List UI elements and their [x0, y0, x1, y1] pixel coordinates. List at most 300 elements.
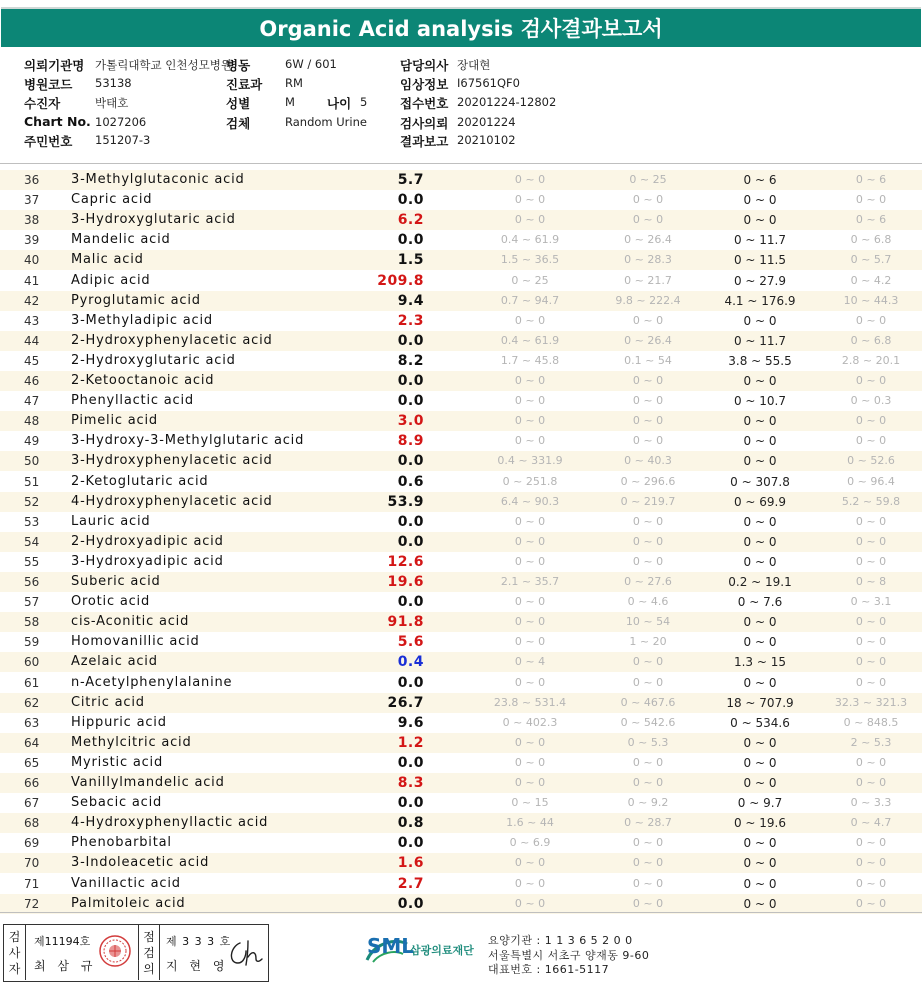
inspector-license: 제11194호	[34, 935, 91, 948]
row-number: 38	[24, 213, 40, 228]
result-value: 53.9	[387, 493, 424, 510]
info-label: 의뢰기관명	[24, 58, 85, 73]
row-number: 72	[24, 896, 40, 911]
reference-range-3: 4.1 ~ 176.9	[724, 293, 796, 308]
org-address: 서울특별시 서초구 양재동 9-60	[488, 949, 650, 962]
info-label: 성별	[226, 96, 251, 111]
analyte-name: 3-Methyladipic acid	[71, 312, 213, 328]
reference-range-1: 0 ~ 0	[514, 735, 546, 749]
table-row	[0, 813, 922, 833]
inspector-label	[4, 925, 26, 980]
analyte-name: 2-Hydroxyadipic acid	[71, 533, 224, 549]
vertical-label-char: 검	[143, 946, 155, 960]
result-value: 3.0	[397, 413, 424, 430]
row-number: 55	[24, 554, 40, 569]
table-row	[0, 532, 922, 552]
table-row	[0, 170, 922, 190]
reference-range-3: 0 ~ 0	[743, 514, 777, 529]
reference-range-3: 0 ~ 0	[743, 896, 777, 911]
row-number: 46	[24, 374, 40, 388]
reference-range-2: 0 ~ 0	[632, 655, 664, 669]
info-value: 장대현	[457, 58, 491, 72]
table-row	[0, 250, 922, 270]
row-number: 62	[24, 695, 40, 710]
row-number: 47	[24, 394, 40, 409]
reference-range-3: 0 ~ 0	[743, 534, 777, 549]
result-value: 0.0	[397, 373, 424, 389]
analyte-name: 4-Hydroxyphenyllactic acid	[71, 815, 269, 831]
reference-range-4: 0 ~ 0	[855, 856, 887, 870]
analyte-name: Sebacic acid	[71, 795, 163, 811]
analyte-name: Pimelic acid	[71, 413, 158, 429]
reference-range-3: 0 ~ 11.7	[733, 233, 787, 248]
info-value: 20201224	[457, 115, 516, 129]
reference-range-1: 0.4 ~ 61.9	[500, 333, 560, 347]
row-number: 64	[24, 735, 40, 750]
table-row	[0, 753, 922, 773]
reference-range-4: 2 ~ 5.3	[850, 735, 892, 749]
vertical-label-char: 검	[8, 930, 21, 944]
reference-range-4: 0 ~ 6	[855, 213, 887, 227]
row-number: 61	[24, 675, 40, 690]
result-value: 9.4	[397, 292, 424, 309]
reference-range-3: 0 ~ 0	[743, 675, 777, 690]
row-number: 44	[24, 333, 40, 348]
reference-range-2: 0 ~ 21.7	[624, 273, 672, 287]
result-value: 0.0	[397, 192, 424, 209]
age-label: 나이	[327, 96, 352, 111]
reference-range-4: 0 ~ 96.4	[847, 474, 895, 488]
reference-range-4: 10 ~ 44.3	[843, 293, 899, 307]
result-value: 19.6	[387, 574, 424, 590]
reference-range-4: 0 ~ 3.1	[850, 595, 892, 609]
analyte-name: 3-Hydroxyglutaric acid	[71, 212, 236, 228]
result-value: 0.0	[397, 393, 424, 410]
reference-range-3: 0 ~ 10.7	[733, 394, 787, 409]
reference-range-3: 0 ~ 0	[743, 313, 777, 328]
table-row	[0, 472, 922, 492]
table-row	[0, 291, 922, 311]
row-number: 53	[24, 514, 40, 529]
reference-range-2: 0 ~ 0	[632, 856, 664, 870]
reference-range-2: 0 ~ 26.4	[624, 233, 672, 247]
inspector-seal-icon	[98, 934, 132, 968]
reference-range-1: 0 ~ 0	[514, 776, 546, 789]
analyte-name: 2-Ketoglutaric acid	[71, 473, 209, 489]
reference-range-2: 0 ~ 28.7	[624, 816, 672, 830]
analyte-name: Vanillactic acid	[71, 875, 181, 891]
result-value: 5.7	[397, 172, 424, 188]
reference-range-1: 0 ~ 0	[514, 374, 546, 387]
row-number: 52	[24, 494, 40, 509]
reference-range-4: 0 ~ 0	[855, 755, 887, 769]
signature-box	[3, 924, 269, 982]
info-label: 진료과	[226, 77, 263, 92]
reference-range-4: 0 ~ 0	[855, 434, 887, 448]
info-label: 검체	[226, 116, 251, 131]
table-row	[0, 894, 922, 914]
reference-range-1: 0 ~ 0	[514, 313, 546, 327]
analyte-name: 3-Hydroxyphenylacetic acid	[71, 453, 273, 469]
reference-range-1: 0 ~ 0	[514, 193, 546, 207]
info-label: 임상정보	[400, 77, 449, 92]
row-number: 58	[24, 615, 40, 630]
age-value: 5	[360, 95, 368, 109]
reference-range-2: 0 ~ 40.3	[624, 454, 672, 468]
info-value: 가톨릭대학교 인천성모병원	[95, 58, 232, 72]
reference-range-3: 0 ~ 307.8	[730, 474, 790, 489]
table-row	[0, 833, 922, 853]
row-number: 66	[24, 776, 40, 790]
analyte-name: 3-Indoleacetic acid	[71, 855, 210, 871]
row-number: 71	[24, 876, 40, 891]
report-title: Organic Acid analysis 검사결과보고서	[1, 7, 921, 47]
reference-range-1: 0 ~ 0	[514, 554, 546, 568]
reference-range-4: 0 ~ 0	[855, 836, 887, 850]
reference-range-4: 0 ~ 0	[855, 876, 887, 890]
result-value: 0.0	[397, 895, 424, 912]
table-row	[0, 632, 922, 652]
info-value: 151207-3	[95, 133, 151, 147]
vertical-label-char: 점	[143, 930, 155, 944]
row-number: 59	[24, 635, 40, 650]
reference-range-3: 3.8 ~ 55.5	[728, 353, 792, 368]
table-row	[0, 492, 922, 512]
reference-range-2: 0 ~ 0	[632, 534, 664, 548]
result-value: 0.4	[397, 654, 424, 671]
reference-range-2: 1 ~ 20	[629, 635, 667, 649]
info-value: 1027206	[95, 115, 147, 129]
reference-range-4: 0 ~ 0	[855, 635, 887, 649]
row-number: 54	[24, 534, 40, 549]
info-label: 수진자	[24, 96, 61, 111]
result-value: 0.0	[397, 332, 424, 349]
reference-range-4: 0 ~ 6.8	[850, 333, 892, 347]
result-value: 2.3	[397, 312, 424, 329]
reference-range-4: 0 ~ 8	[855, 575, 887, 588]
result-value: 12.6	[387, 553, 424, 570]
reference-range-1: 0 ~ 0	[514, 213, 546, 227]
result-value: 0.0	[397, 674, 424, 691]
reference-range-3: 0 ~ 69.9	[733, 494, 787, 509]
analyte-name: Vanillylmandelic acid	[71, 775, 225, 790]
reference-range-2: 0 ~ 0	[632, 876, 664, 890]
sml-logo-text: SML	[367, 934, 415, 958]
info-value: RM	[285, 76, 303, 90]
analyte-name: Pyroglutamic acid	[71, 292, 201, 308]
reference-range-3: 0 ~ 0	[743, 755, 777, 770]
reference-range-1: 0 ~ 251.8	[502, 474, 558, 488]
reference-range-3: 0 ~ 0	[743, 434, 777, 449]
reference-range-2: 0 ~ 0	[632, 434, 664, 448]
analyte-name: Malic acid	[71, 252, 144, 268]
reference-range-4: 0 ~ 5.7	[850, 253, 892, 267]
org-name: 삼광의료재단	[410, 944, 474, 957]
row-number: 42	[24, 293, 40, 308]
table-row	[0, 673, 922, 693]
table-row	[0, 351, 922, 371]
reference-range-2: 0 ~ 0	[632, 836, 664, 850]
reference-range-1: 0 ~ 0	[514, 675, 546, 689]
table-row	[0, 693, 922, 713]
reference-range-1: 2.1 ~ 35.7	[500, 575, 560, 588]
reference-range-1: 0 ~ 0	[514, 615, 546, 629]
reference-range-2: 0 ~ 0	[632, 675, 664, 689]
reference-range-3: 0 ~ 0	[743, 776, 777, 790]
reference-range-3: 0.2 ~ 19.1	[728, 575, 792, 589]
reference-range-1: 0 ~ 402.3	[502, 715, 558, 729]
reference-range-1: 0.4 ~ 61.9	[500, 233, 560, 247]
reference-range-3: 0 ~ 11.7	[733, 333, 787, 348]
result-value: 8.3	[397, 775, 424, 791]
reference-range-1: 0.7 ~ 94.7	[500, 293, 560, 307]
analyte-name: Methylcitric acid	[71, 734, 192, 750]
reference-range-2: 0 ~ 0	[632, 896, 664, 910]
reference-range-2: 0 ~ 0	[632, 394, 664, 408]
reference-range-1: 0 ~ 0	[514, 896, 546, 910]
analyte-name: Suberic acid	[71, 574, 161, 589]
reference-range-3: 0 ~ 0	[743, 374, 777, 388]
row-number: 48	[24, 414, 40, 429]
row-number: 51	[24, 474, 40, 489]
row-number: 45	[24, 353, 40, 368]
reference-range-4: 0 ~ 0	[855, 615, 887, 629]
reference-range-2: 0 ~ 27.6	[624, 575, 672, 588]
reference-range-2: 0 ~ 0	[632, 414, 664, 428]
table-row	[0, 411, 922, 431]
header-divider	[0, 163, 922, 164]
analyte-name: Mandelic acid	[71, 232, 171, 248]
info-value: I67561QF0	[457, 76, 520, 90]
table-row	[0, 230, 922, 250]
reference-range-1: 1.6 ~ 44	[506, 816, 554, 830]
analyte-name: 2-Hydroxyphenylacetic acid	[71, 332, 273, 348]
table-row	[0, 451, 922, 471]
org-phone: 대표번호 : 1661-5117	[488, 963, 610, 976]
reference-range-4: 0 ~ 52.6	[847, 454, 895, 468]
reference-range-4: 0 ~ 0	[855, 374, 887, 387]
analyte-name: Palmitoleic acid	[71, 895, 186, 911]
result-value: 1.6	[397, 855, 424, 872]
result-value: 1.5	[397, 252, 424, 269]
reference-range-2: 0 ~ 0	[632, 554, 664, 568]
reference-range-1: 0 ~ 0	[514, 876, 546, 890]
info-label: 접수번호	[400, 96, 449, 111]
row-number: 67	[24, 796, 40, 811]
result-value: 0.0	[397, 232, 424, 249]
reference-range-3: 0 ~ 9.7	[737, 796, 783, 811]
info-label: 병원코드	[24, 77, 73, 92]
analyte-name: Homovanillic acid	[71, 634, 200, 650]
reference-range-1: 0 ~ 0	[514, 173, 546, 186]
reference-range-4: 0 ~ 0.3	[850, 394, 892, 408]
result-value: 209.8	[377, 272, 424, 289]
reference-range-1: 0.4 ~ 331.9	[497, 454, 563, 468]
reference-range-4: 0 ~ 6	[855, 173, 887, 186]
analyte-name: 2-Ketooctanoic acid	[71, 373, 215, 388]
reference-range-2: 0 ~ 0	[632, 374, 664, 387]
table-row	[0, 874, 922, 894]
reference-range-3: 0 ~ 0	[743, 615, 777, 630]
analyte-name: 3-Hydroxyadipic acid	[71, 553, 224, 569]
reference-range-2: 10 ~ 54	[625, 615, 671, 629]
info-value: 20201224-12802	[457, 95, 557, 109]
info-value: M	[285, 95, 295, 109]
analyte-name: 3-Hydroxy-3-Methylglutaric acid	[71, 433, 305, 449]
table-row	[0, 652, 922, 672]
reference-range-1: 0 ~ 0	[514, 534, 546, 548]
reference-range-1: 0 ~ 0	[514, 595, 546, 609]
reference-range-4: 0 ~ 0	[855, 193, 887, 207]
reference-range-3: 18 ~ 707.9	[726, 695, 794, 710]
row-number: 63	[24, 715, 40, 730]
analyte-name: Adipic acid	[71, 272, 151, 288]
vertical-label-char: 의	[143, 962, 155, 976]
reference-range-2: 0 ~ 0	[632, 193, 664, 207]
reference-range-3: 0 ~ 19.6	[733, 816, 787, 831]
analyte-name: Lauric acid	[71, 513, 151, 529]
reference-range-2: 0 ~ 25	[629, 173, 667, 186]
info-value: 6W / 601	[285, 57, 337, 71]
result-value: 9.6	[397, 714, 424, 731]
reference-range-4: 0 ~ 4.2	[850, 273, 892, 287]
reference-range-4: 0 ~ 0	[855, 313, 887, 327]
reference-range-3: 0 ~ 0	[743, 735, 777, 750]
analyte-name: n-Acetylphenylalanine	[71, 674, 233, 690]
table-row	[0, 612, 922, 632]
reference-range-2: 0 ~ 0	[632, 776, 664, 789]
reviewer-license: 제 3 3 3 호	[166, 935, 232, 948]
reference-range-1: 1.7 ~ 45.8	[500, 353, 560, 367]
row-number: 36	[24, 173, 40, 187]
reference-range-2: 0 ~ 542.6	[620, 715, 676, 729]
reference-range-2: 0 ~ 296.6	[620, 474, 676, 488]
info-label: 병동	[226, 58, 251, 73]
row-number: 70	[24, 856, 40, 871]
analyte-name: Phenyllactic acid	[71, 393, 194, 409]
reference-range-3: 0 ~ 0	[743, 635, 777, 650]
table-row	[0, 853, 922, 873]
reference-range-1: 0 ~ 0	[514, 514, 546, 528]
analyte-name: Phenobarbital	[71, 835, 172, 851]
reference-range-2: 0 ~ 0	[632, 514, 664, 528]
result-value: 91.8	[387, 614, 424, 631]
table-row	[0, 311, 922, 331]
reference-range-3: 0 ~ 27.9	[733, 273, 787, 288]
row-number: 68	[24, 816, 40, 831]
result-value: 26.7	[387, 694, 424, 711]
result-value: 8.2	[397, 352, 424, 369]
reference-range-2: 0.1 ~ 54	[624, 353, 672, 367]
reference-range-3: 0 ~ 534.6	[730, 715, 790, 730]
reference-range-3: 0 ~ 0	[743, 836, 777, 851]
analyte-name: 3-Methylglutaconic acid	[71, 172, 245, 187]
reference-range-3: 0 ~ 0	[743, 454, 777, 469]
row-number: 60	[24, 655, 40, 670]
reference-range-4: 0 ~ 6.8	[850, 233, 892, 247]
reference-range-3: 0 ~ 0	[743, 554, 777, 569]
reference-range-3: 0 ~ 0	[743, 193, 777, 208]
vertical-label-char: 사	[8, 946, 21, 960]
table-row	[0, 210, 922, 230]
result-value: 0.0	[397, 594, 424, 611]
reference-range-1: 0 ~ 4	[514, 655, 546, 669]
reference-range-1: 0 ~ 0	[514, 635, 546, 649]
result-value: 6.2	[397, 212, 424, 229]
reference-range-2: 0 ~ 467.6	[620, 695, 676, 709]
result-value: 0.0	[397, 533, 424, 550]
table-row	[0, 431, 922, 451]
agency-code: 요양기관 : 1 1 3 6 5 2 0 0	[488, 934, 633, 947]
reference-range-2: 0 ~ 0	[632, 755, 664, 769]
analyte-name: Hippuric acid	[71, 714, 167, 730]
reference-range-4: 0 ~ 0	[855, 514, 887, 528]
report-footer	[0, 918, 922, 988]
vertical-label-char: 자	[8, 962, 21, 976]
table-row	[0, 371, 922, 391]
reference-range-2: 9.8 ~ 222.4	[615, 293, 681, 307]
analyte-name: 2-Hydroxyglutaric acid	[71, 352, 236, 368]
reference-range-1: 0 ~ 0	[514, 434, 546, 448]
reviewer-signature-icon	[226, 937, 266, 971]
analyte-name: Myristic acid	[71, 754, 164, 770]
analyte-name: Azelaic acid	[71, 654, 158, 670]
info-value: 박태호	[95, 96, 129, 110]
reference-range-1: 1.5 ~ 36.5	[500, 253, 560, 267]
table-row	[0, 190, 922, 210]
table-row	[0, 793, 922, 813]
result-value: 0.0	[397, 453, 424, 470]
reference-range-3: 0 ~ 0	[743, 856, 777, 871]
info-label: 담당의사	[400, 58, 449, 73]
analyte-name: Citric acid	[71, 694, 145, 710]
reference-range-1: 23.8 ~ 531.4	[493, 695, 567, 709]
reference-range-4: 2.8 ~ 20.1	[841, 353, 901, 367]
row-number: 56	[24, 575, 40, 589]
reference-range-1: 6.4 ~ 90.3	[500, 494, 560, 508]
reference-range-1: 0 ~ 0	[514, 394, 546, 408]
info-value: 20210102	[457, 133, 516, 147]
reference-range-1: 0 ~ 0	[514, 856, 546, 870]
result-value: 0.8	[397, 815, 424, 832]
reference-range-2: 0 ~ 219.7	[620, 494, 676, 508]
table-row	[0, 391, 922, 411]
reference-range-1: 0 ~ 0	[514, 414, 546, 428]
reference-range-3: 0 ~ 0	[743, 414, 777, 429]
row-number: 57	[24, 595, 40, 610]
info-value: 53138	[95, 76, 132, 90]
reference-range-2: 0 ~ 0	[632, 213, 664, 227]
reference-range-4: 0 ~ 0	[855, 776, 887, 789]
reference-range-3: 0 ~ 0	[743, 213, 777, 228]
result-value: 5.6	[397, 634, 424, 651]
table-row	[0, 713, 922, 733]
reference-range-1: 0 ~ 25	[511, 273, 549, 287]
reference-range-4: 5.2 ~ 59.8	[841, 494, 901, 508]
info-value: Random Urine	[285, 115, 367, 129]
analyte-name: cis-Aconitic acid	[71, 614, 190, 630]
table-row	[0, 733, 922, 753]
reference-range-2: 0 ~ 4.6	[627, 595, 669, 609]
result-value: 0.0	[397, 795, 424, 812]
reference-range-4: 0 ~ 0	[855, 414, 887, 428]
row-number: 39	[24, 233, 40, 248]
info-label: 결과보고	[400, 134, 449, 149]
reference-range-1: 0 ~ 6.9	[509, 836, 551, 850]
patient-info	[24, 56, 904, 156]
reference-range-4: 0 ~ 0	[855, 554, 887, 568]
reference-range-2: 0 ~ 9.2	[627, 796, 669, 810]
